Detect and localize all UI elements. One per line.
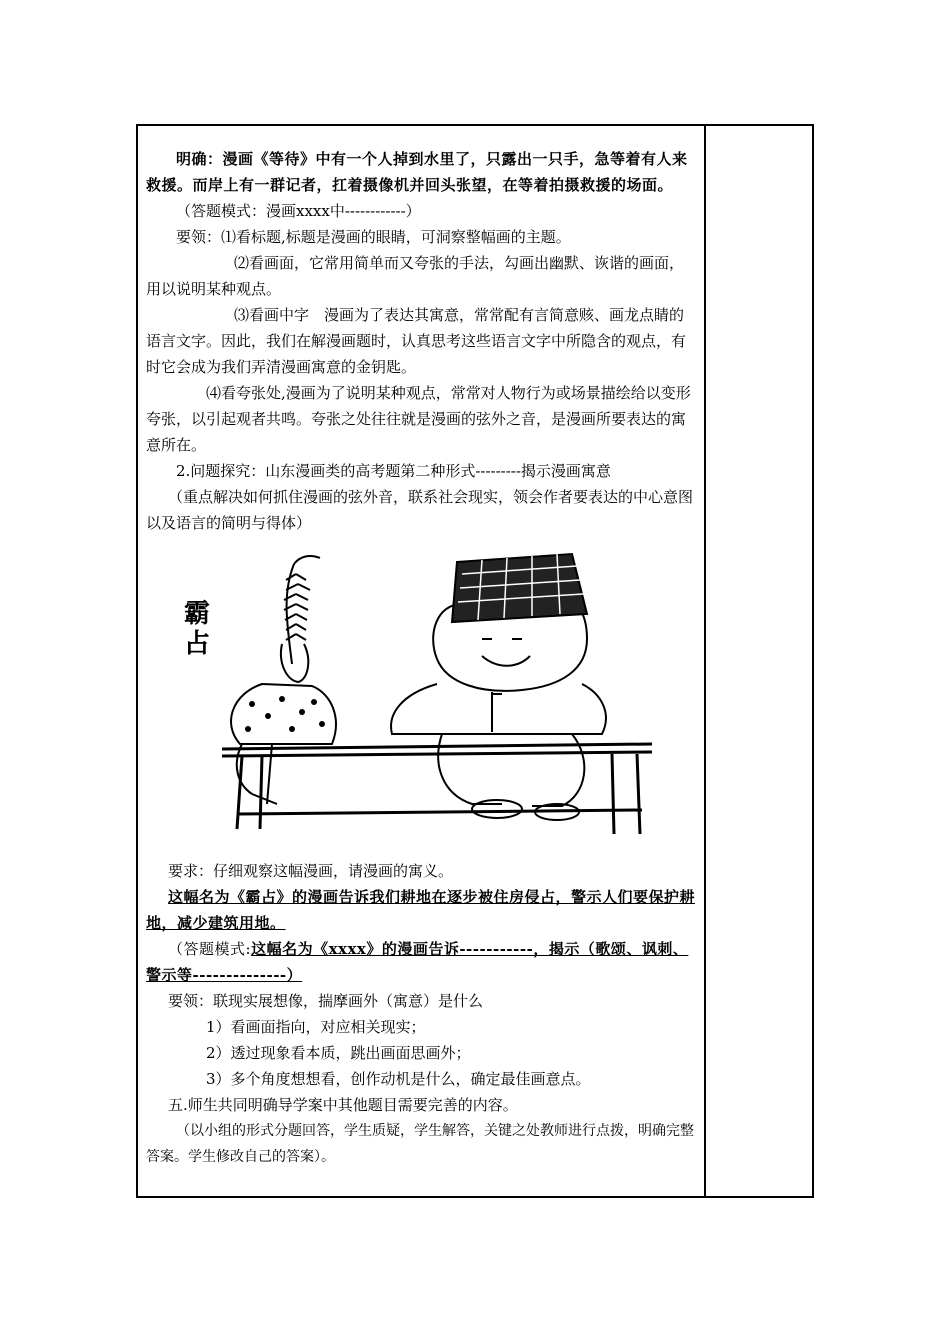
tips-item-3: 3）多个角度想想看，创作动机是什么，确定最佳画意点。 — [206, 1070, 591, 1088]
comic-illustration — [182, 544, 682, 844]
tips-item-2: 2）透过现象看本质，跳出画面思画外； — [206, 1044, 471, 1062]
tip-4: ⑷看夸张处,漫画为了说明某种观点，常常对人物行为或场景描绘给以变形夸张，以引起观者共鸣。夸张之处往往就是漫画的弦外之音，是漫画所要表达的寓意所在。 — [146, 384, 691, 454]
answer-mode-1: （答题模式：漫画xxxx中------------） — [176, 202, 421, 220]
tips-heading: 要领：联现实展想像，揣摩画外（寓意）是什么 — [168, 992, 484, 1010]
requirement: 要求：仔细观察这幅漫画，请漫画的寓义。 — [168, 862, 454, 880]
lesson-content — [146, 146, 698, 1170]
answer-paragraph-waiting: 明确：漫画《等待》中有一个人掉到水里了，只露出一只手，急等着有人来救援。而岸上有一群记者，扛着摄像机并回头张望，在等着拍摄救援的场面。 — [146, 150, 688, 194]
answer-mode-prefix: （答题模式: — [168, 940, 252, 958]
column-divider — [704, 126, 706, 1196]
tips-item-1: 1）看画面指向，对应相关现实； — [206, 1018, 426, 1036]
tip-3: ⑶看画中字 漫画为了表达其寓意，常常配有言简意赅、画龙点睛的语言文字。因此，我们在解漫画题时，认真思考这些语言文字中所隐含的观点，有时它会成为我们弄清漫画寓意的金钥匙。 — [146, 306, 687, 376]
comic-title-char-2: 占 — [184, 629, 211, 659]
question-focus: （重点解决如何抓住漫画的弦外音，联系社会现实，领会作者要表达的中心意图以及语言的简明与得体） — [146, 488, 694, 532]
tip-2: ⑵看画面，它常用简单而又夸张的手法，勾画出幽默、诙谐的画面，用以说明某种观点。 — [146, 254, 685, 298]
answer-mode-2 — [146, 936, 698, 988]
answer-mode-template: 这幅名为《xxxx》的漫画告诉-----------，揭示（歌颂、讽刺、警示等--------------） — [146, 940, 689, 984]
tip-1: 要领：⑴看标题,标题是漫画的眼睛，可洞察整幅画的主题。 — [176, 228, 571, 246]
question-explore: 2.问题探究：山东漫画类的高考题第二种形式---------揭示漫画寓意 — [176, 462, 611, 480]
step-five-note: （以小组的形式分题回答，学生质疑，学生解答，关键之处教师进行点拨，明确完整答案。学生修改自己的答案）。 — [146, 1123, 694, 1165]
step-five: 五.师生共同明确导学案中其他题目需要完善的内容。 — [168, 1096, 518, 1114]
lesson-table — [136, 124, 814, 1198]
model-answer: 这幅名为《霸占》的漫画告诉我们耕地在逐步被住房侵占，警示人们要保护耕地，减少建筑用地。 — [146, 888, 696, 932]
comic-title-char-1: 霸 — [184, 599, 211, 629]
